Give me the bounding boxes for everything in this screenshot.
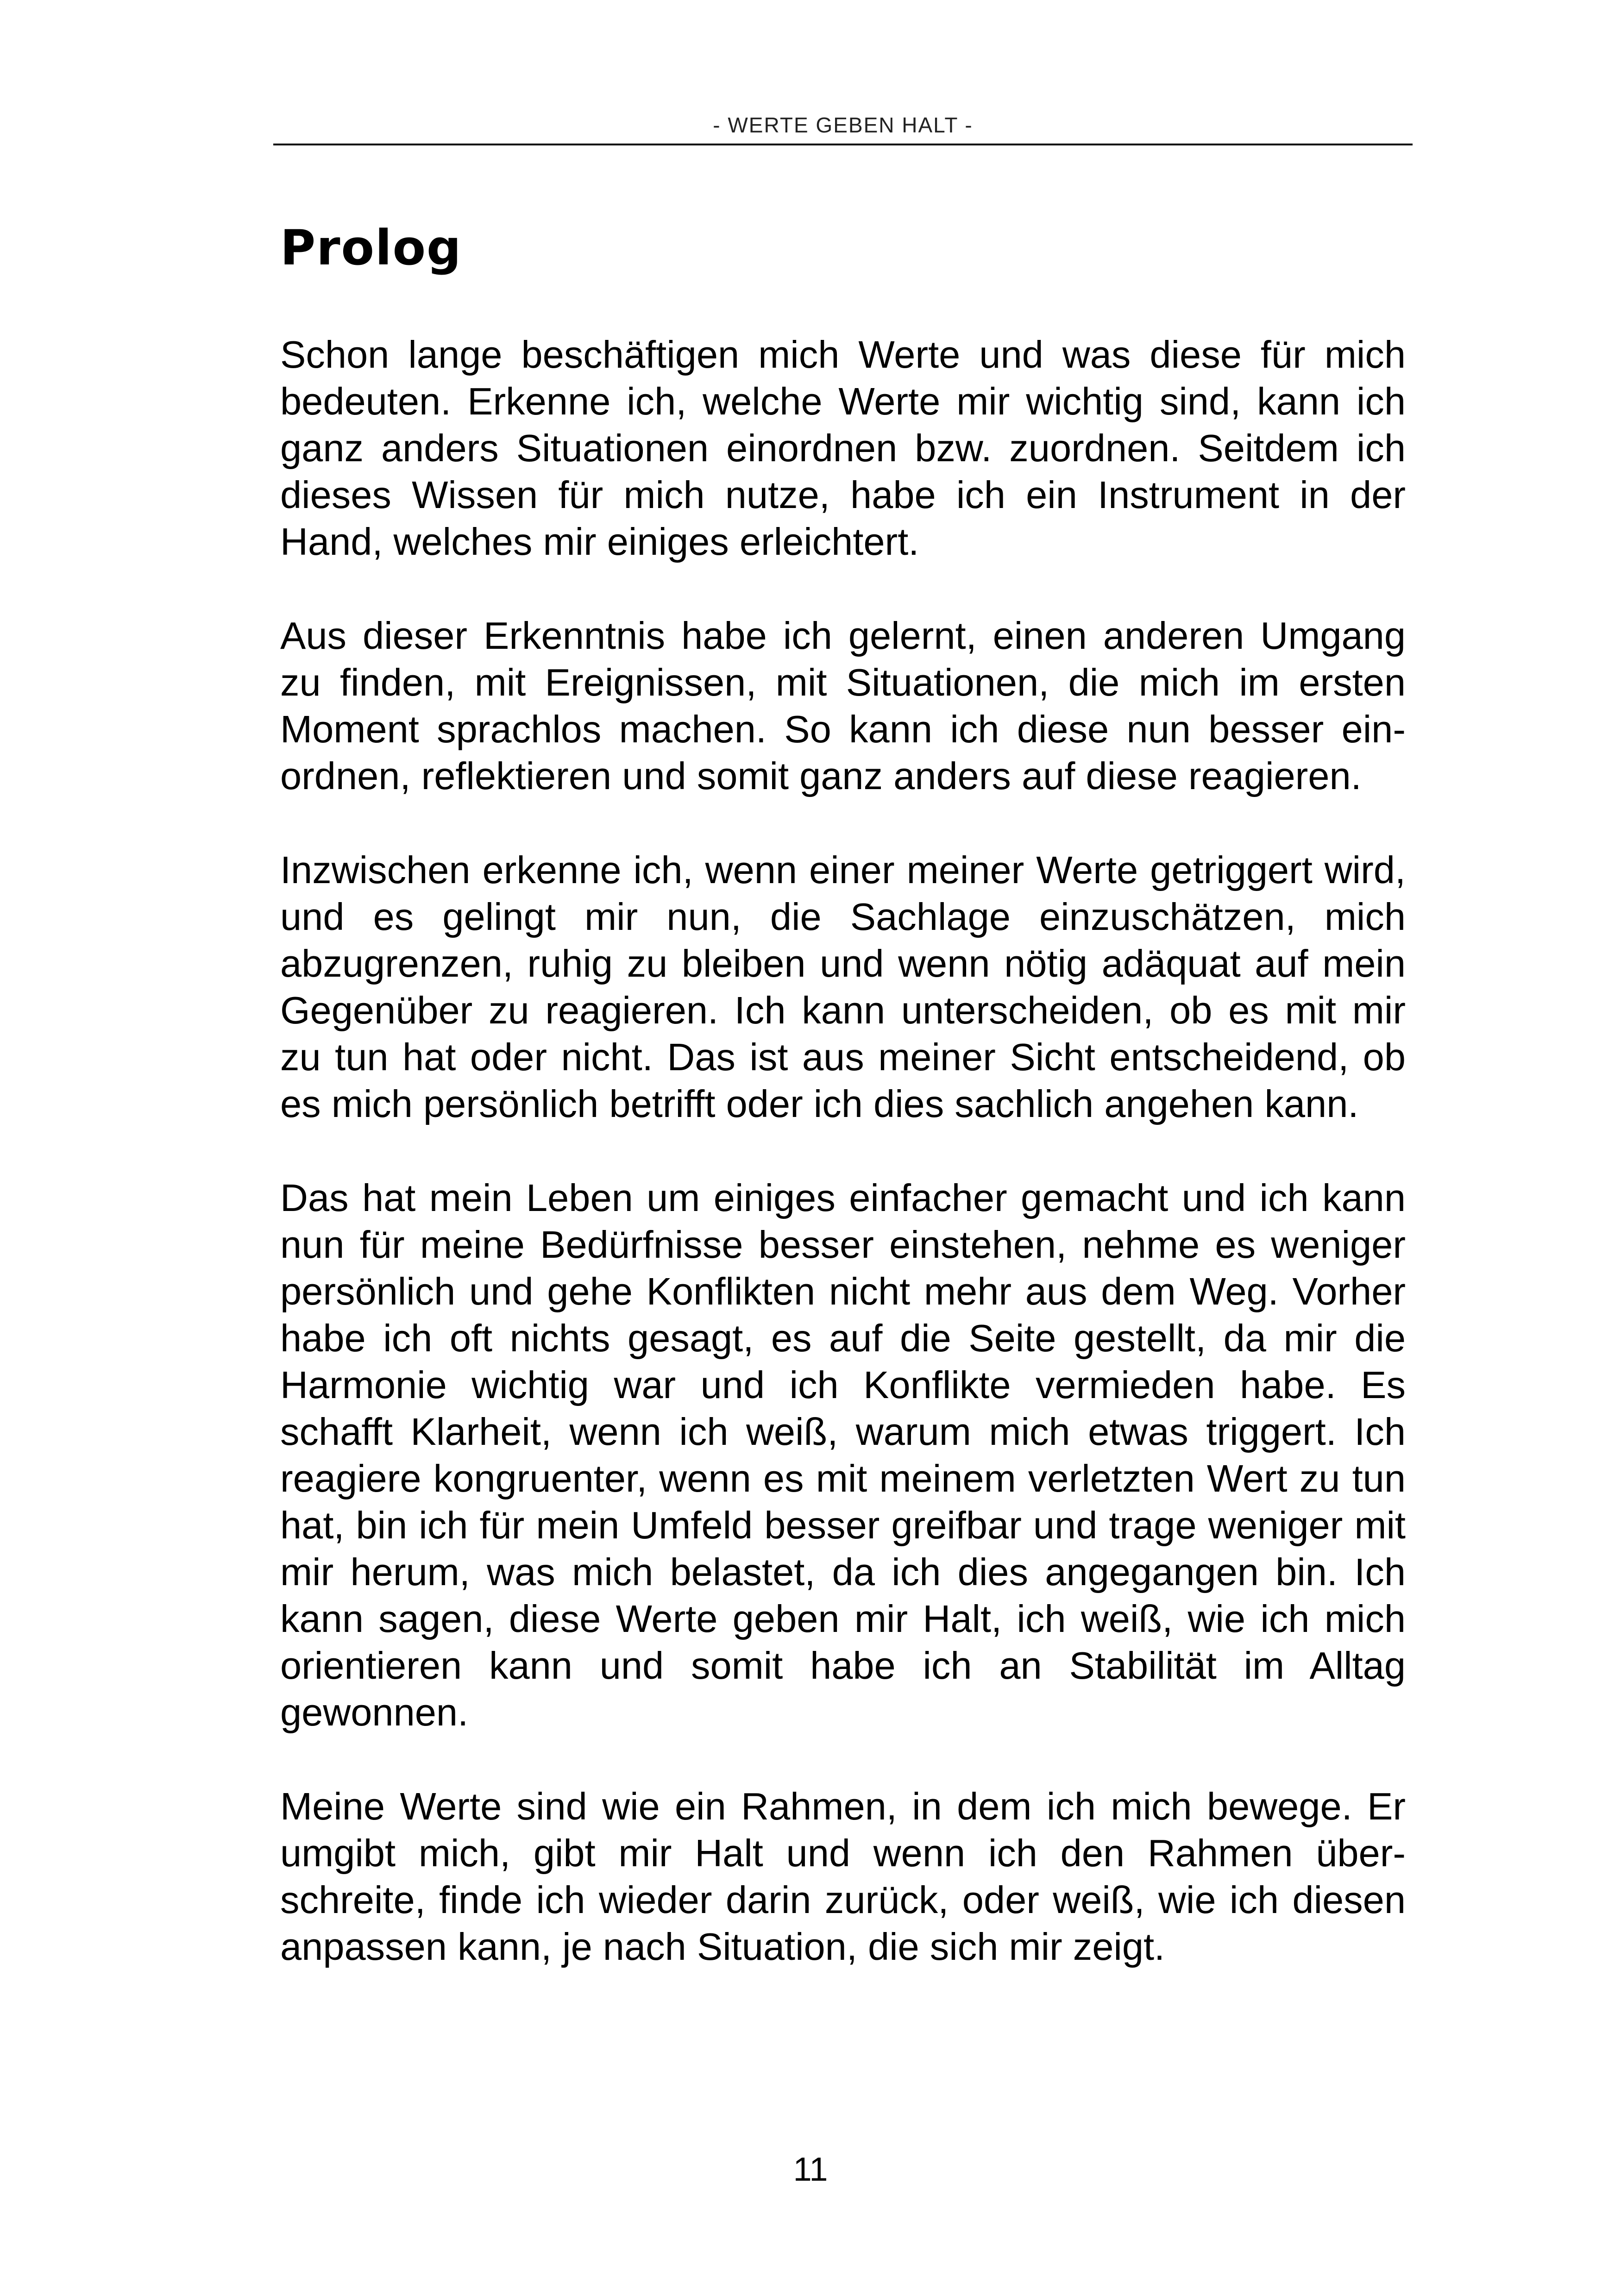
paragraph-4: Das hat mein Leben um einiges einfacher gemacht und ich kann nun für meine Bedürfnisse besser einstehen, nehme es weniger persönlich und gehe Konflikten nicht mehr aus dem Weg. Vorher habe ich oft nichts gesagt, es auf die Seite gestellt, da mir die Harmonie wichtig war und ich Konflikte vermieden habe. Es schafft Klarheit, wenn ich weiß, warum mich etwas triggert. Ich reagiere kongruenter, wenn es mit meinem verletzten Wert zu tun hat, bin ich für mein Umfeld besser greifbar und trage weniger mit mir herum, was mich belastet, da ich dies angegangen bin. Ich kann sagen, diese Werte geben mir Halt, ich weiß, wie ich mich orientieren kann und somit habe ich an Stabilität im Alltag gewonnen. bbox=[280, 1176, 1406, 1734]
paragraph-3: Inzwischen erkenne ich, wenn einer meiner Werte getriggert wird, und es gelingt mir nun, die Sachlage einzuschätzen, mich abzugrenzen, ruhig zu bleiben und wenn nötig adäquat auf mein Gegenüber zu reagieren. Ich kann unterscheiden, ob es mit mir zu tun hat oder nicht. Das ist aus meiner Sicht entscheidend, ob es mich persönlich betrifft oder ich dies sachlich angehen kann. bbox=[280, 848, 1406, 1125]
paragraph-2: Aus dieser Erkenntnis habe ich gelernt, einen anderen Umgang zu finden, mit Ereignissen, mit Situationen, die mich im ersten Moment sprachlos machen. So kann ich diese nun besser einordnen, reflektieren und somit ganz anders auf diese reagieren. bbox=[280, 614, 1406, 797]
paragraph-1: Schon lange beschäftigen mich Werte und was diese für mich bedeuten. Erkenne ich, welche Werte mir wichtig sind, kann ich ganz anders Situationen einordnen bzw. zuordnen. Seitdem ich dieses Wissen für mich nutze, habe ich ein Instrument in der Hand, welches mir einiges erleichtert. bbox=[280, 333, 1406, 563]
body-text bbox=[280, 331, 1406, 1970]
chapter-title: Prolog bbox=[280, 220, 462, 276]
paragraph-5: Meine Werte sind wie ein Rahmen, in dem ich mich bewege. Er umgibt mich, gibt mir Halt und wenn ich den Rahmen überschreite, finde ich wieder darin zurück, oder weiß, wie ich diesen anpassen kann, je nach Situation, die sich mir zeigt. bbox=[280, 1785, 1406, 1968]
running-header-title: - WERTE GEBEN HALT - bbox=[713, 113, 973, 137]
page-number: 11 bbox=[793, 2151, 828, 2188]
running-header bbox=[273, 107, 1413, 145]
